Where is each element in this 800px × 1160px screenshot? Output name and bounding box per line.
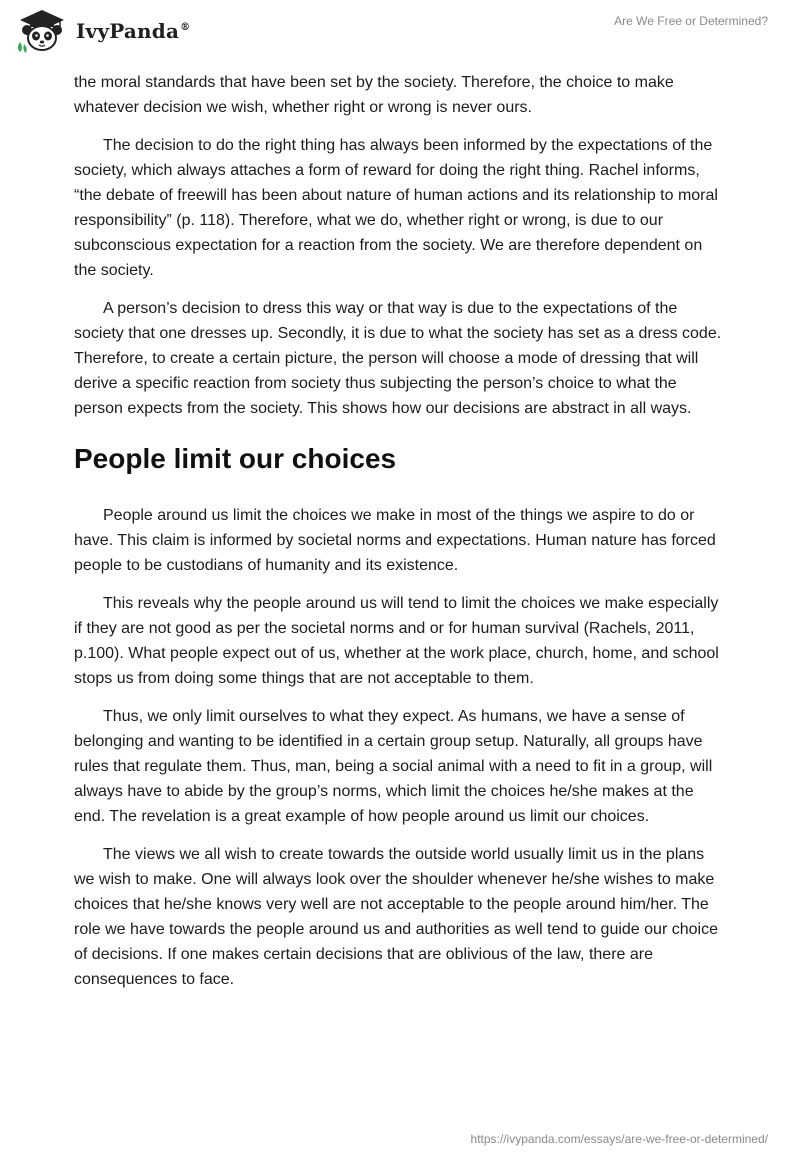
- paragraph: People around us limit the choices we make in most of the things we aspire to do or have. This claim is informed by societal norms and expectations. Human nature has forced people to be custodians of humanity and its existence.: [74, 507, 716, 574]
- registered-mark: ®: [180, 22, 191, 34]
- source-url[interactable]: https://ivypanda.com/essays/are-we-free-or-determined/: [470, 1132, 768, 1146]
- paragraph: Thus, we only limit ourselves to what they expect. As humans, we have a sense of belonging and wanting to be identified in a certain group setup. Naturally, all groups have rules that regulate them. Thus, man, being a social animal with a need to fit in a group, will always have to abide by the group’s norms, which limit the choices he/she makes at the end. The revelation is a great example of how people around us limit our choices.: [74, 708, 713, 825]
- paragraph: the moral standards that have been set by the society. Therefore, the choice to make whatever decision we wish, whether right or wrong is never ours.: [74, 74, 674, 116]
- page-header: [0, 0, 800, 70]
- paragraph: This reveals why the people around us will tend to limit the choices we make especially if they are not good as per the societal norms and or for human survival (Rachels, 2011, p.100). What people expect out of us, whether at the work place, church, home, and school stops us from doing some things that are not acceptable to them.: [74, 595, 719, 687]
- paragraph: The decision to do the right thing has always been informed by the expectations of the society, which always attaches a form of reward for doing the right thing. Rachel informs, “the debate of freewill has been about nature of human actions and its relationship to moral responsibility” (p. 118). Therefore, what we do, whether right or wrong, is due to our subconscious expectation for a reaction from the society. We are therefore dependent on the society.: [74, 137, 718, 279]
- paragraph: A person’s decision to dress this way or that way is due to the expectations of the society that one dresses up. Secondly, it is due to what the society has set as a dress code. Therefore, to create a certain picture, the person will choose a mode of dressing that will derive a specific reaction from society thus subjecting the person’s choice to what the person expects from the society. This shows how our decisions are abstract in all ways.: [74, 300, 722, 417]
- ivypanda-logo[interactable]: [14, 8, 190, 54]
- paragraph: The views we all wish to create towards the outside world usually limit us in the plans we wish to make. One will always look over the shoulder whenever he/she wishes to make choices that he/she knows very well are not acceptable to the people around him/her. The role we have towards the people around us and authorities as well tend to guide our choice of decisions. If one makes certain decisions that are oblivious of the law, there are consequences to face.: [74, 846, 718, 988]
- brand-name: IvyPanda®: [76, 19, 191, 43]
- document-title: Are We Free or Determined?: [614, 14, 768, 28]
- panda-graduate-icon: [14, 8, 70, 54]
- section-heading: People limit our choices: [74, 443, 397, 474]
- essay-body: [74, 70, 726, 1005]
